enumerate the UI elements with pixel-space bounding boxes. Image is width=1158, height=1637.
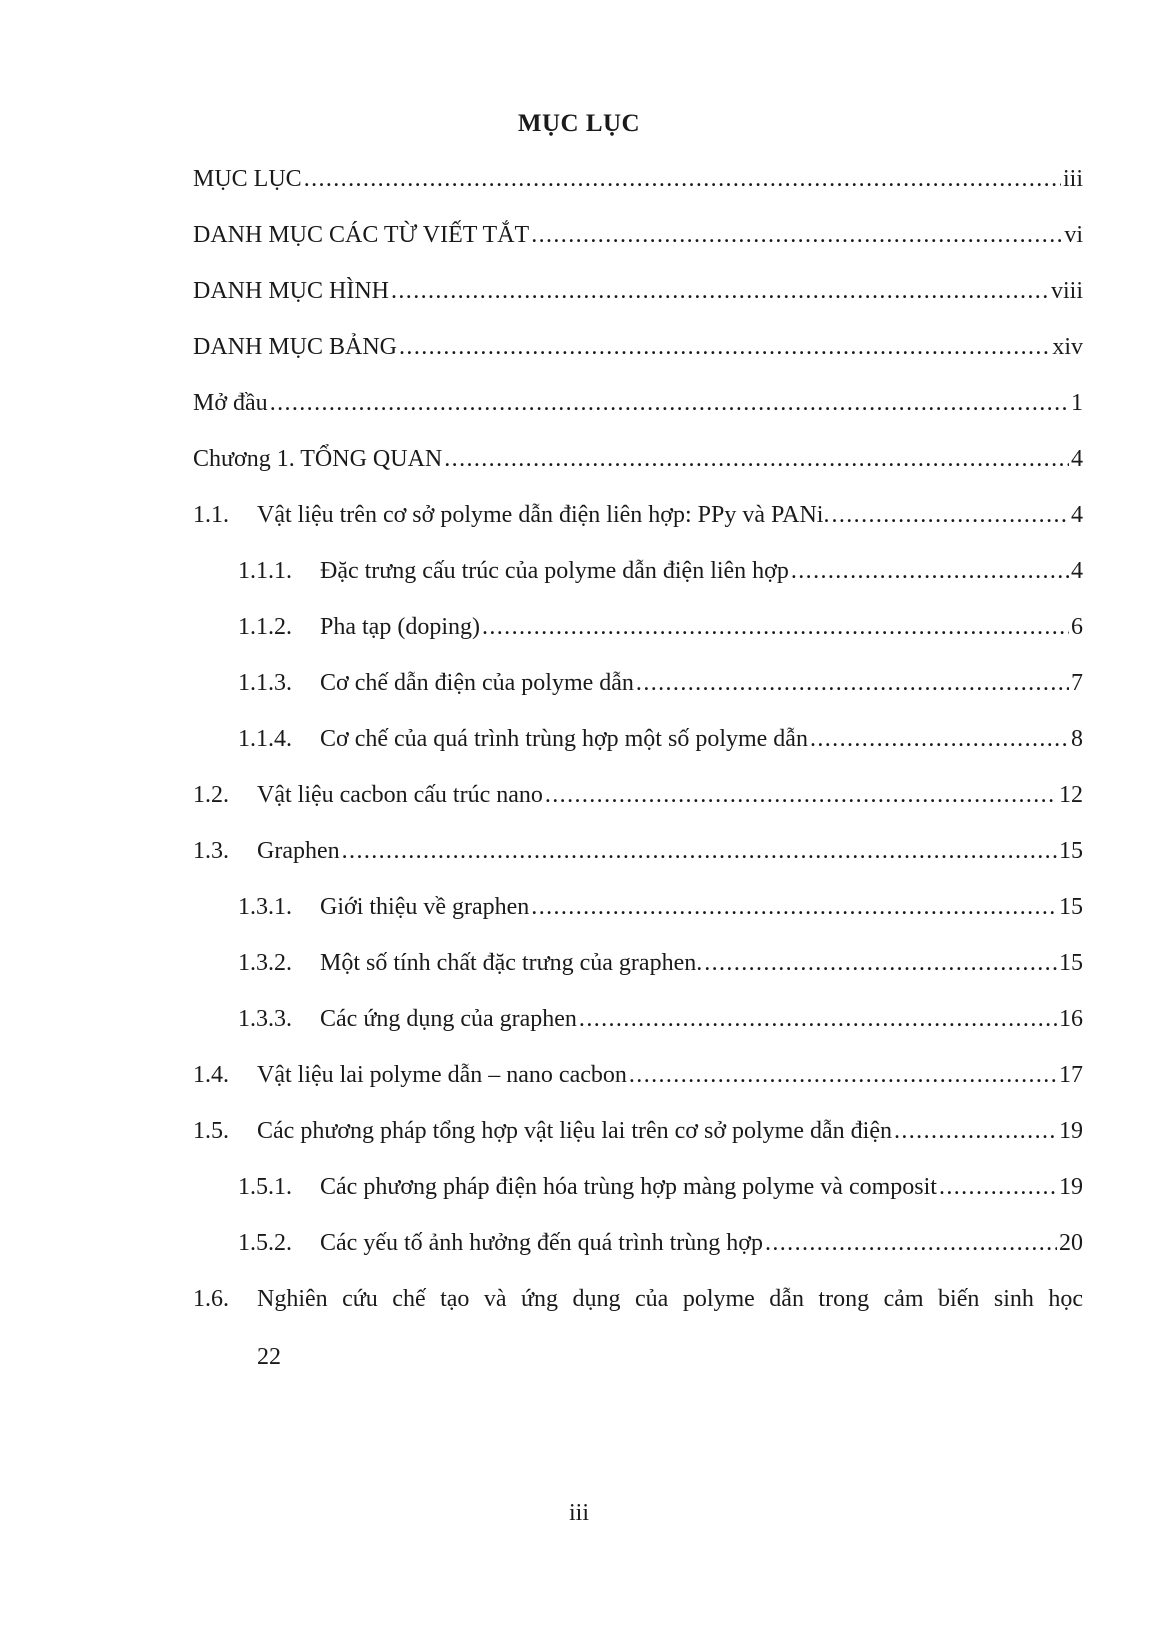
toc-entry-page: 22 [257, 1344, 281, 1370]
toc-entry-number: 1.3.1. [238, 894, 292, 920]
toc-entry-page: 7 [1071, 670, 1083, 696]
toc-entry[interactable] [193, 836, 1083, 866]
toc-entry-page: 12 [1059, 782, 1083, 808]
toc-entry-page: viii [1050, 278, 1083, 304]
toc-leader-dots [444, 444, 1069, 474]
toc-entry-text: Đặc trưng cấu trúc của polyme dẫn điện liên hợp [320, 558, 789, 584]
toc-entry-page: 17 [1059, 1062, 1083, 1088]
toc-entry-page: 20 [1059, 1230, 1083, 1256]
toc-leader-dots [939, 1172, 1057, 1202]
toc-leader-dots [629, 1060, 1057, 1090]
toc-entry-number: 1.5. [193, 1118, 229, 1144]
toc-entry-text: DANH MỤC CÁC TỪ VIẾT TẮT [193, 222, 530, 248]
page-number: iii [568, 1500, 589, 1526]
toc-entry-number: 1.1.1. [238, 558, 292, 584]
toc-leader-dots [636, 668, 1069, 698]
toc-entry-page: 4 [1071, 502, 1083, 528]
toc-entry-page: 15 [1059, 894, 1083, 920]
toc-entry[interactable] [238, 1172, 1083, 1202]
toc-leader-dots [270, 388, 1069, 418]
toc-entry-number: 1.5.1. [238, 1174, 292, 1200]
toc-entry-text: DANH MỤC HÌNH [193, 278, 389, 304]
toc-leader-dots [791, 556, 1069, 586]
toc-entry[interactable] [193, 500, 1083, 530]
toc-entry-page: iii [1062, 166, 1083, 192]
toc-leader-dots [894, 1116, 1057, 1146]
toc-entry[interactable] [238, 724, 1083, 754]
toc-entry-page: 19 [1059, 1174, 1083, 1200]
toc-entry-text: Pha tạp (doping) [320, 614, 480, 640]
toc-entry[interactable] [193, 780, 1083, 810]
toc-entry[interactable] [193, 332, 1083, 362]
toc-entry-number: 1.1.2. [238, 614, 292, 640]
toc-leader-dots [810, 724, 1069, 754]
toc-entry[interactable] [238, 1228, 1083, 1258]
toc-entry-text: Chương 1. TỔNG QUAN [193, 446, 443, 472]
toc-entry[interactable] [193, 1060, 1083, 1090]
toc-leader-dots [304, 164, 1061, 194]
toc-entry-page: 15 [1059, 950, 1083, 976]
toc-entry-number: 1.2. [193, 782, 229, 808]
toc-entry-text: Mở đầu [193, 390, 268, 416]
toc-entry-number: 1.3. [193, 838, 229, 864]
page-title: MỤC LỤC [517, 110, 641, 137]
toc-entry-text: Vật liệu cacbon cấu trúc nano [257, 782, 543, 808]
toc-entry[interactable] [193, 388, 1083, 418]
toc-entry-text: Vật liệu trên cơ sở polyme dẫn điện liên hợp: PPy và PANi. [257, 502, 830, 528]
toc-entry-page: 16 [1059, 1006, 1083, 1032]
toc-entry-page: 15 [1059, 838, 1083, 864]
toc-entry-text: DANH MỤC BẢNG [193, 334, 398, 360]
toc-entry-page: vi [1064, 222, 1083, 248]
toc-entry-page: 4 [1071, 446, 1083, 472]
toc-entry-text: Các phương pháp điện hóa trùng hợp màng polyme và composit [320, 1174, 937, 1200]
toc-leader-dots [704, 948, 1057, 978]
toc-leader-dots [531, 892, 1057, 922]
toc-entry[interactable] [238, 612, 1083, 642]
toc-entry-text: Cơ chế của quá trình trùng hợp một số polyme dẫn [320, 726, 808, 752]
toc-entry-number: 1.3.3. [238, 1006, 292, 1032]
toc-entry-text: MỤC LỤC [193, 166, 302, 192]
toc-leader-dots [482, 612, 1069, 642]
toc-leader-dots [765, 1228, 1057, 1258]
toc-leader-dots [342, 836, 1057, 866]
toc-entry-page: xiv [1052, 334, 1083, 360]
toc-entry-number: 1.1.3. [238, 670, 292, 696]
toc-entry-page: 8 [1071, 726, 1083, 752]
toc-entry-number: 1.6. [193, 1286, 229, 1312]
toc-entry-number: 1.1. [193, 502, 229, 528]
toc-entry-text: Cơ chế dẫn điện của polyme dẫn [320, 670, 634, 696]
toc-leader-dots [399, 332, 1050, 362]
toc-entry-number: 1.4. [193, 1062, 229, 1088]
toc-entry-number: 1.5.2. [238, 1230, 292, 1256]
toc-entry-number: 1.3.2. [238, 950, 292, 976]
toc-leader-dots [579, 1004, 1057, 1034]
toc-entry-text: Nghiên cứu chế tạo và ứng dụng của polyme dẫn trong cảm biến sinh học [257, 1286, 1083, 1312]
toc-entry-text: Giới thiệu về graphen [320, 894, 530, 920]
toc-leader-dots [831, 500, 1069, 530]
toc-entry-text: Các yếu tố ảnh hưởng đến quá trình trùng hợp [320, 1230, 763, 1256]
toc-entry-text: Các ứng dụng của graphen [320, 1006, 577, 1032]
toc-entry[interactable] [238, 948, 1083, 978]
toc-entry-wrapped[interactable] [193, 1284, 1083, 1372]
toc-entry[interactable] [193, 220, 1083, 250]
toc-leader-dots [531, 220, 1062, 250]
toc-leader-dots [545, 780, 1057, 810]
toc-entry[interactable] [238, 892, 1083, 922]
toc-entry[interactable] [193, 1116, 1083, 1146]
toc-entry[interactable] [193, 276, 1083, 306]
toc-entry-text: Một số tính chất đặc trưng của graphen. [320, 950, 703, 976]
toc-entry[interactable] [238, 556, 1083, 586]
toc-entry[interactable] [193, 444, 1083, 474]
toc-entry[interactable] [238, 1004, 1083, 1034]
toc-entry-text: Graphen [257, 838, 340, 864]
toc-entry-number: 1.1.4. [238, 726, 292, 752]
toc-entry-page: 19 [1059, 1118, 1083, 1144]
toc-entry[interactable] [238, 668, 1083, 698]
toc-entry-page: 4 [1071, 558, 1083, 584]
toc-entry-page: 6 [1071, 614, 1083, 640]
toc-entry[interactable] [193, 164, 1083, 194]
toc-entry-text: Vật liệu lai polyme dẫn – nano cacbon [257, 1062, 627, 1088]
toc-leader-dots [391, 276, 1049, 306]
toc-entry-text: Các phương pháp tổng hợp vật liệu lai trên cơ sở polyme dẫn điện [257, 1118, 892, 1144]
toc-entry-page: 1 [1071, 390, 1083, 416]
